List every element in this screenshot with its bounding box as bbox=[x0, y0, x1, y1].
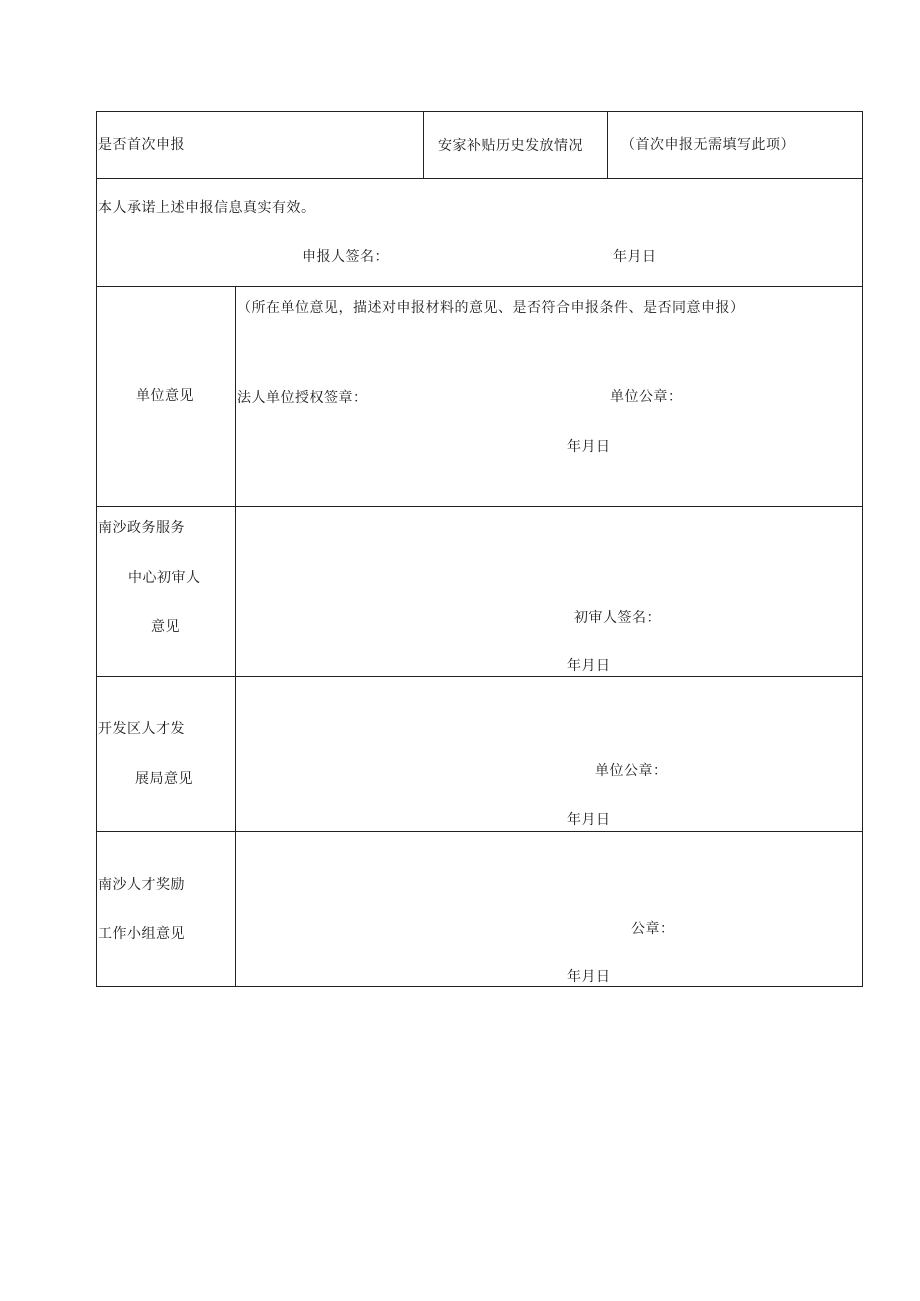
group-date-label: 年月日 bbox=[567, 969, 611, 985]
reviewer-signature-label: 初审人签名： bbox=[574, 610, 661, 626]
govt-center-label-line3: 意见 bbox=[151, 619, 180, 635]
row-divider bbox=[97, 506, 862, 507]
govt-center-label-line2: 中心初审人 bbox=[128, 570, 201, 586]
talent-group-label-line1: 南沙人才奖励 bbox=[98, 877, 185, 893]
talent-bureau-label-line2: 展局意见 bbox=[135, 771, 193, 787]
row-divider bbox=[97, 676, 862, 677]
applicant-signature-label: 申报人签名： bbox=[302, 249, 389, 265]
unit-opinion-instruction: （所在单位意见，描述对申报材料的意见、是否符合申报条件、是否同意申报） bbox=[237, 300, 745, 316]
talent-group-label-line2: 工作小组意见 bbox=[98, 926, 185, 942]
row-divider bbox=[97, 178, 862, 179]
bureau-seal-label: 单位公章： bbox=[595, 763, 668, 779]
application-form-table bbox=[96, 111, 863, 987]
bureau-date-label: 年月日 bbox=[567, 812, 611, 828]
column-divider bbox=[423, 112, 424, 178]
commitment-text: 本人承诺上述申报信息真实有效。 bbox=[98, 200, 316, 216]
group-seal-label: 公章： bbox=[631, 921, 675, 937]
unit-opinion-label: 单位意见 bbox=[136, 388, 194, 404]
history-label: 安家补贴历史发放情况 bbox=[438, 138, 583, 154]
column-divider bbox=[607, 112, 608, 178]
unit-opinion-date-label: 年月日 bbox=[567, 439, 611, 455]
row-divider bbox=[97, 286, 862, 287]
history-note: （首次申报无需填写此项） bbox=[621, 137, 795, 153]
unit-seal-label: 单位公章： bbox=[610, 389, 683, 405]
applicant-date-label: 年月日 bbox=[613, 249, 657, 265]
talent-bureau-label-line1: 开发区人才发 bbox=[98, 721, 185, 737]
column-divider bbox=[235, 286, 236, 986]
reviewer-date-label: 年月日 bbox=[567, 658, 611, 674]
legal-signature-label: 法人单位授权签章： bbox=[237, 390, 368, 406]
row-divider bbox=[97, 831, 862, 832]
first-application-label: 是否首次申报 bbox=[98, 137, 185, 153]
govt-center-label-line1: 南沙政务服务 bbox=[98, 520, 185, 536]
